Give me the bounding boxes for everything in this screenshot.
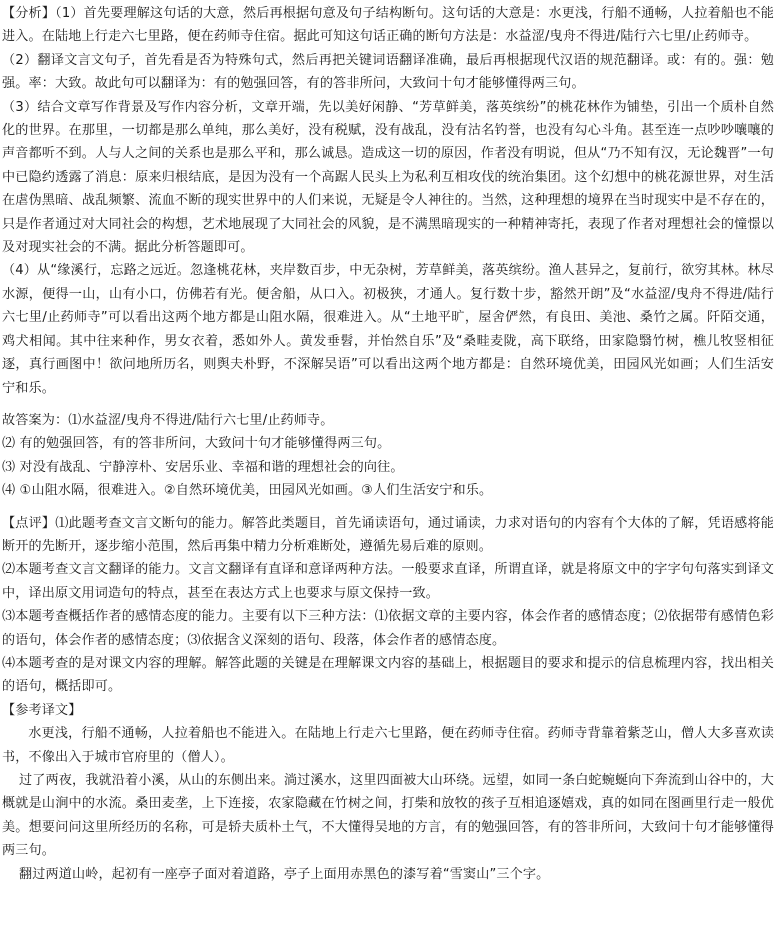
answer-4: ⑷ ①山阻水隔，很难进入。②自然环境优美，田园风光如画。③人们生活安宁和乐。 — [2, 483, 493, 499]
answer-intro: 故答案为：⑴水益涩/曳舟不得进/陆行六七里/止药师寺。 — [2, 412, 334, 428]
answer-2: ⑵ 有的勉强回答，有的答非所问，大致问十句才能够懂得两三句。 — [2, 436, 391, 452]
analysis-paragraph-2: （2）翻译文言文句子，首先看是否为特殊句式，然后再把关键词语翻译准确，最后再根据现代汉语的规范翻译。或：有的。强：勉强。率：大致。故此句可以翻译为：有的勉强回答，有的答非所问，大致问十句才能够懂得两三句。 — [2, 52, 774, 92]
translation-paragraph-2: 过了两夜，我就沿着小溪，从山的东侧出来。淌过溪水，这里四面被大山环绕。远望，如同一条白蛇蜿蜒向下奔流到山谷中的，大概就是山涧中的水流。桑田麦垄，上下连接，农家隐藏在竹树之间，打柴和放牧的孩子互相追逐嬉戏，真的如同在图画里行走一般优美。想要问问这里所经历的名称，可是轿夫质朴土气，不大懂得吴地的方言，有的勉强回答，有的答非所问，大致问十句才能够懂得两三句。 — [2, 773, 774, 859]
document-page — [2, 0, 774, 886]
translation-paragraph-3: 翻过两道山岭，起初有一座亭子面对着道路，亭子上面用赤黑色的漆写着“雪窦山”三个字。 — [19, 866, 550, 882]
analysis-paragraph-1: 【分析】（1）首先要理解这句话的大意，然后再根据句意及句子结构断句。这句话的大意是：水更浅，行船不通畅，人拉着船也不能进入。在陆地上行走六七里路，便在药师寺住宿。据此可知这句话正确的断句方法是：水益涩/曳舟不得进/陆行六七里/止药师寺。 — [2, 6, 774, 45]
analysis-paragraph-3: （3）结合文章写作背景及写作内容分析，文章开端，先以美好闲静、“芳草鲜美，落英缤纷”的桃花林作为铺垫，引出一个质朴自然化的世界。在那里，一切都是那么单纯，那么美好，没有税赋，没有战乱，没有沽名钓誉，也没有勾心斗角。甚至连一点吵吵嚷嚷的声音都听不到。人与人之间的关系也是那么平和，那么诚恳。造成这一切的原因，作者没有明说，但从“乃不知有汉，无论魏晋”一句中已隐约透露了消息：原来归根结底，是因为没有一个高踞人民头上为私利互相攻伐的统治集团。这个幻想中的桃花源世界，对生活在虐伪黑暗、战乱频繁、流血不断的现实世界中的人们来说，无疑是令人神往的。当然，这种理想的境界在当时现实中是不存在的，只是作者通过对大同社会的构想，艺术地展现了大同社会的风貌，是不满黑暗现实的一种精神寄托，表现了作者对理想社会的憧憬以及对现实社会的不满。据此分析答题即可。 — [2, 99, 774, 256]
answer-3: ⑶ 对没有战乱、宁静淳朴、安居乐业、幸福和谐的理想社会的向往。 — [2, 459, 404, 475]
comment-paragraph-3: ⑶本题考查概括作者的感情态度的能力。主要有以下三种方法：⑴依据文章的主要内容，体会作者的感情态度；⑵依据带有感情色彩的语句，体会作者的感情态度；⑶依据含义深刻的语句、段落，体会作者的感情态度。 — [2, 609, 774, 648]
translation-paragraph-1: 水更浅，行船不通畅，人拉着船也不能进入。在陆地上行走六七里路，便在药师寺住宿。药师寺背靠着紫芝山，僧人大多喜欢读书，不像出入于城市官府里的（僧人）。 — [2, 726, 774, 765]
section-gap — [2, 503, 774, 512]
translation-heading: 【参考译文】 — [2, 702, 82, 718]
comment-paragraph-2: ⑵本题考查文言文翻译的能力。文言文翻译有直译和意译两种方法。一般要求直译，所谓直译，就是将原文中的字字句句落实到译文中，译出原文用词造句的特点，甚至在表达方式上也要求与原文保持一致。 — [2, 562, 774, 601]
section-gap — [2, 400, 774, 409]
comment-paragraph-4: ⑷本题考查的是对课文内容的理解。解答此题的关键是在理解课文内容的基础上，根据题目的要求和提示的信息梳理内容，找出相关的语句，概括即可。 — [2, 655, 774, 695]
comment-paragraph-1: 【点评】⑴此题考查文言文断句的能力。解答此类题目，首先诵读语句，通过诵读，力求对语句的内容有个大体的了解，凭语感将能断开的先断开，逐步缩小范围，然后再集中精力分析难断处，遵循先易后难的原则。 — [2, 515, 774, 554]
analysis-paragraph-4: （4）从“缘溪行，忘路之远近。忽逢桃花林，夹岸数百步，中无杂树，芳草鲜美，落英缤纷。渔人甚异之，复前行，欲穷其林。林尽水源，便得一山，山有小口，仿佛若有光。便舍船，从口入。初极狭，才通人。复行数十步，豁然开朗”及“水益涩/曳舟不得进/陆行六七里/止药师寺”可以看出这两个地方都是山阻水隔，很难进入。从“土地平旷，屋舍俨然，有良田、美池、桑竹之属。阡陌交通，鸡犬相闻。其中往来种作，男女衣着，悉如外人。黄发垂髫，并怡然自乐”及“桑畦麦陇，高下联络，田家隐翳竹树，樵儿牧竖相征逐，真行画图中！欲问地所历名，则舆夫朴野，不深解吴语”可以看出这两个地方都是：自然环境优美，田园风光如画；人们生活安宁和乐。 — [2, 263, 774, 396]
